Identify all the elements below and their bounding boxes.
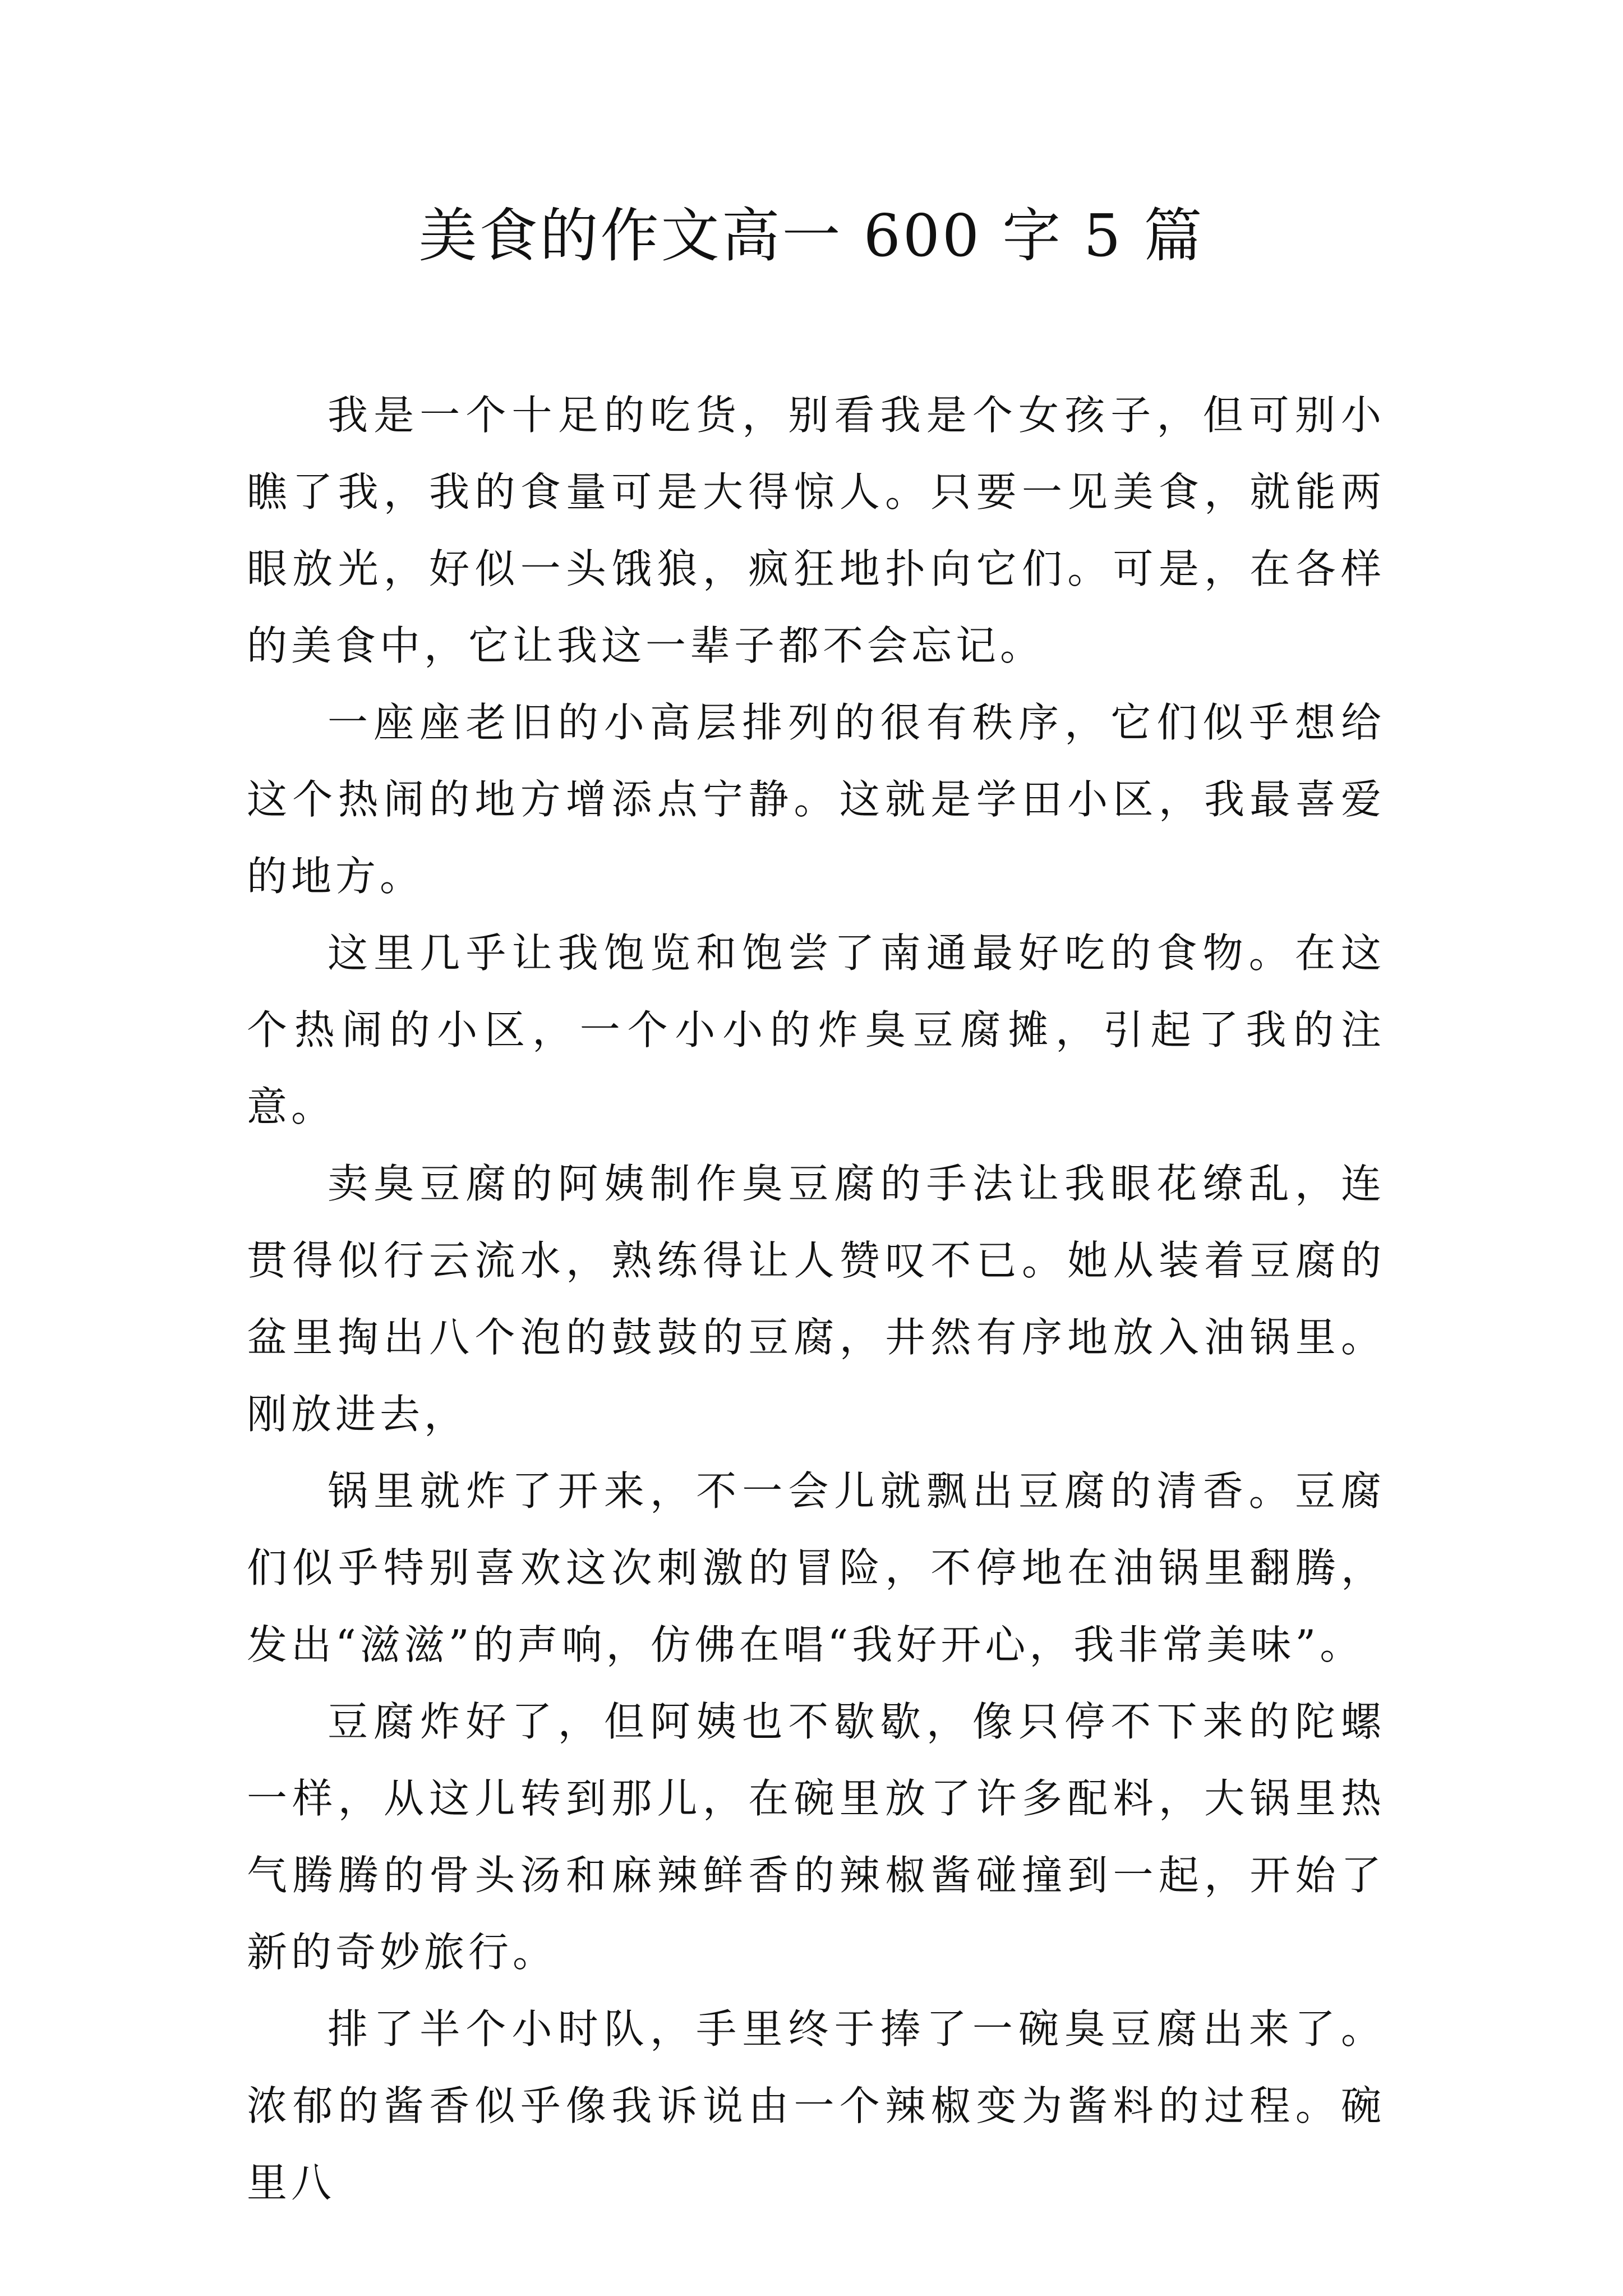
paragraph: 排了半个小时队，手里终于捧了一碗臭豆腐出来了。浓郁的酱香似乎像我诉说由一个辣椒变为酱料的过程。碗里八 [247,2005,1385,2206]
paragraph: 卖臭豆腐的阿姨制作臭豆腐的手法让我眼花缭乱，连贯得似行云流水，熟练得让人赞叹不已。她从装着豆腐的盆里掏出八个泡的鼓鼓的豆腐，井然有序地放入油锅里。刚放进去， [247,1160,1385,1438]
document-title: 美食的作文高一 600 字 5 篇 [418,201,1205,270]
article-body [247,377,1385,2221]
paragraph: 豆腐炸好了，但阿姨也不歇歇，像只停不下来的陀螺一样，从这儿转到那儿，在碗里放了许多配料，大锅里热气腾腾的骨头汤和麻辣鲜香的辣椒酱碰撞到一起，开始了新的奇妙旅行。 [247,1698,1385,1976]
paragraph: 锅里就炸了开来，不一会儿就飘出豆腐的清香。豆腐们似乎特别喜欢这次刺激的冒险，不停地在油锅里翻腾，发出“滋滋”的声响，仿佛在唱“我好开心，我非常美味”。 [247,1467,1385,1668]
paragraph: 一座座老旧的小高层排列的很有秩序，它们似乎想给这个热闹的地方增添点宁静。这就是学田小区，我最喜爱的地方。 [247,699,1385,900]
paragraph: 我是一个十足的吃货，别看我是个女孩子，但可别小瞧了我，我的食量可是大得惊人。只要一见美食，就能两眼放光，好似一头饿狼，疯狂地扑向它们。可是，在各样的美食中，它让我这一辈子都不会忘记。 [247,392,1385,669]
paragraph: 这里几乎让我饱览和饱尝了南通最好吃的食物。在这个热闹的小区，一个小小的炸臭豆腐摊，引起了我的注意。 [247,930,1385,1130]
